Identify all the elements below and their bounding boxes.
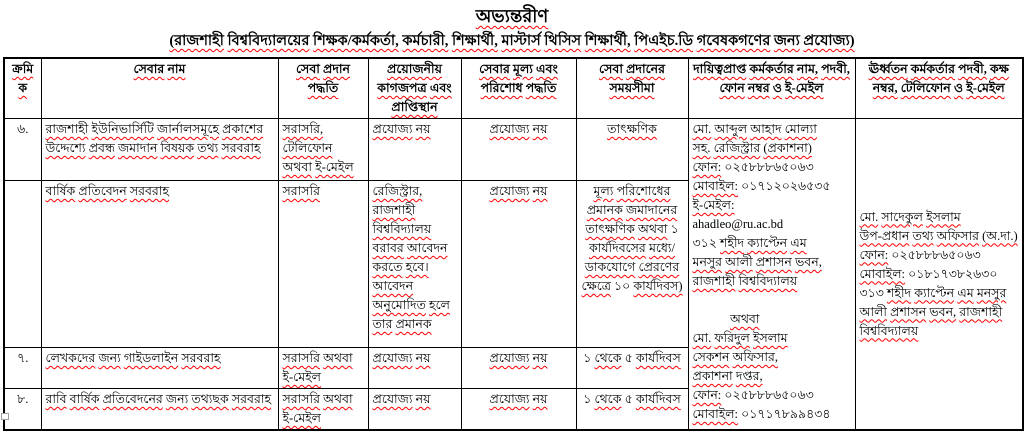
cell-delivery-method: সরাসরি, টেলিফোন অথবা ই-মেইল: [278, 119, 368, 181]
header-row: [4, 58, 1023, 119]
cell-required-documents: প্রযোজ্য নয়: [368, 119, 461, 181]
column-header-documents: প্রয়োজনীয় কাগজপত্র এবং প্রাপ্তিস্থান: [368, 58, 461, 119]
column-header-senior: ঊর্ধ্বতন কর্মকর্তার পদবী, কক্ষ নম্বর, টেলিফোন ও ই-মেইল: [855, 58, 1023, 119]
cell-required-documents: প্রযোজ্য নয়: [368, 348, 461, 389]
cell-service-name: রাজশাহী ইউনিভার্সিটি জার্নালসমূহে প্রকাশের উদ্দেশ্যে প্রবন্ধ জমাদান বিষয়ক তথ্য সরবরাহ: [41, 119, 278, 181]
cell-service-fee: প্রযোজ্য নয়: [461, 119, 576, 181]
cell-time-limit: ১ থেকে ৫ কার্যদিবস: [576, 389, 688, 431]
cell-time-limit: ১ থেকে ৫ কার্যদিবস: [576, 348, 688, 389]
cell-required-documents: প্রযোজ্য নয়: [368, 389, 461, 431]
cell-time-limit: মূল্য পরিশোধের প্রমানক জমাদানের তাৎক্ষণিক অথবা ১ কার্যদিবসের মধ্যে/ডাকযোগে প্রেরণের ক্ষেত্রে ১০ কার্যদিবস): [576, 181, 688, 348]
page-subtitle: (রাজশাহী বিশ্ববিদ্যালয়ের শিক্ষক/কর্মকর্তা, কর্মচারী, শিক্ষার্থী, মাস্টার্স থিসিস শিক্ষার্থী, পিএইচ.ডি গবেষকগণের জন্য প্রযোজ্য): [169, 33, 855, 49]
cell-serial: ৬.: [4, 119, 41, 181]
cell-service-fee: প্রযোজ্য নয়: [461, 181, 576, 348]
cell-required-documents: রেজিস্ট্রার, রাজশাহী বিশ্ববিদ্যালয় বরাবর আবেদন করতে হবে। আবেদন অনুমোদিত হলে তার প্রমানক: [368, 181, 461, 348]
cell-officer-in-charge: মো. আব্দুল আহাদ মোল্যা সহ. রেজিস্ট্রার (প্রকাশনা) ফোন: ০২৫৮৮৮৬৫০৬৩ মোবাইল: ০১৭১২০২৬৫৩৫ ই-মেইল: ahadleo@ru.ac.bd ৩১২ শহীদ ক্যাপ্টেন এম মনসুর আলী প্রশাসন ভবন, রাজশাহী বিশ্ববিদ্যালয় অথবা মো. ফরিদুল ইসলাম সেকশন অফিসার, প্রকাশনা দপ্তর, ফোন: ০২৫৮৮৮৬৫০৬৩ মোবাইল: ০১৭১৭৮৯৯৪৩৪: [688, 119, 855, 431]
cell-delivery-method: সরাসরি: [278, 181, 368, 348]
cell-serial: ৮.: [4, 389, 41, 431]
column-header-serial: ক্রমিক: [4, 58, 41, 119]
cell-serial: ৭.: [4, 348, 41, 389]
cell-service-name: রাবি বার্ষিক প্রতিবেদনের জন্য তথ্যছক সরবরাহ: [41, 389, 278, 431]
column-header-method: সেবা প্রদান পদ্ধতি: [278, 58, 368, 119]
cell-serial: [4, 181, 41, 348]
column-header-price: সেবার মূল্য এবং পরিশোধ পদ্ধতি: [461, 58, 576, 119]
service-table: [3, 57, 1024, 431]
cell-service-name: লেখকদের জন্য গাইডলাইন সরবরাহ: [41, 348, 278, 389]
page-corner-artifact: [1, 413, 9, 420]
column-header-officer: দায়িত্বপ্রাপ্ত কর্মকর্তার নাম, পদবী, ফোন নম্বর ও ই-মেইল: [688, 58, 855, 119]
cell-delivery-method: সরাসরি অথবা ই-মেইল: [278, 389, 368, 431]
cell-service-name: বার্ষিক প্রতিবেদন সরবরাহ: [41, 181, 278, 348]
column-header-timeline: সেবা প্রদানের সময়সীমা: [576, 58, 688, 119]
table-row: [4, 119, 1023, 181]
cell-service-fee: প্রযোজ্য নয়: [461, 389, 576, 431]
cell-service-fee: প্রযোজ্য নয়: [461, 348, 576, 389]
cell-senior-officer: মো. সাদেকুল ইসলাম উপ-প্রধান তথ্য অফিসার (অ.দা.) ফোন: ০২৫৮৮৮৬৫০৬৩ মোবাইল: ০১৮১৭৩৮২৬৩০ ৩১৩ শহীদ ক্যাপ্টেন এম মনসুর আলী প্রশাসন ভবন, রাজশাহী বিশ্ববিদ্যালয়: [855, 119, 1023, 431]
cell-delivery-method: সরাসরি অথবা ই-মেইল: [278, 348, 368, 389]
page-title: অভ্যন্তরীণ: [475, 6, 549, 26]
column-header-service: সেবার নাম: [41, 58, 278, 119]
cell-time-limit: তাৎক্ষণিক: [576, 119, 688, 181]
